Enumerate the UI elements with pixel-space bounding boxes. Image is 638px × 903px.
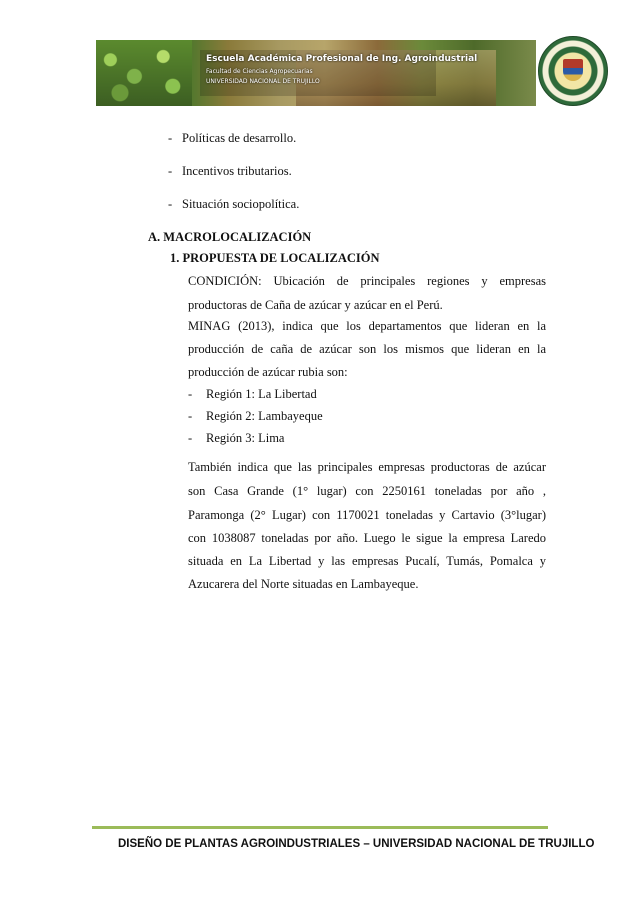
footer-text: DISEÑO DE PLANTAS AGROINDUSTRIALES – UNIVERSIDAD NACIONAL DE TRUJILLO xyxy=(118,838,595,850)
minag-line: producción de azúcar rubia son: xyxy=(188,365,348,379)
region-dash: - xyxy=(188,409,193,423)
paragraph-line: También indica que las principales empresas productoras de azúcar xyxy=(188,460,546,474)
seedlings-image xyxy=(96,40,192,106)
section-heading: A. MACROLOCALIZACIÓN xyxy=(148,230,312,244)
region-item: Región 3: Lima xyxy=(206,431,285,445)
bullet-item: Políticas de desarrollo. xyxy=(182,131,297,145)
bullet-item: Incentivos tributarios. xyxy=(182,164,292,178)
region-item: Región 1: La Libertad xyxy=(206,387,317,401)
bullet-dash: - xyxy=(168,164,173,178)
region-item: Región 2: Lambayeque xyxy=(206,409,323,423)
footer-rule xyxy=(92,826,548,829)
banner-school-name: Escuela Académica Profesional de Ing. Agroindustrial xyxy=(206,54,478,64)
banner-faculty: Facultad de Ciencias Agropecuarias xyxy=(206,68,313,75)
paragraph-line: Azucarera del Norte situadas en Lambayeque. xyxy=(188,577,419,591)
bullet-dash: - xyxy=(168,131,173,145)
bullet-dash: - xyxy=(168,197,173,211)
region-dash: - xyxy=(188,431,193,445)
condicion-line: productoras de Caña de azúcar y azúcar en el Perú. xyxy=(188,298,443,312)
subsection-heading: 1. PROPUESTA DE LOCALIZACIÓN xyxy=(170,251,380,265)
minag-line: producción de caña de azúcar son los mismos que lideran en la xyxy=(188,342,546,356)
university-seal xyxy=(538,36,608,106)
minag-line: MINAG (2013), indica que los departamentos que lideran en la xyxy=(188,319,546,333)
banner-university: UNIVERSIDAD NACIONAL DE TRUJILLO xyxy=(206,78,320,85)
condicion-line: CONDICIÓN: Ubicación de principales regiones y empresas xyxy=(188,274,546,288)
bullet-item: Situación sociopolítica. xyxy=(182,197,300,211)
paragraph-line: con 1038087 toneladas por año. Luego le sigue la empresa Laredo xyxy=(188,531,546,545)
paragraph-line: situada en La Libertad y las empresas Pucalí, Tumás, Pomalca y xyxy=(188,554,546,568)
region-dash: - xyxy=(188,387,193,401)
paragraph-line: Paramonga (2° Lugar) con 1170021 toneladas y Cartavio (3°lugar) xyxy=(188,508,546,522)
paragraph-line: son Casa Grande (1° lugar) con 2250161 toneladas por año , xyxy=(188,484,546,498)
seal-shield-icon xyxy=(563,59,583,81)
header-banner xyxy=(96,40,536,106)
